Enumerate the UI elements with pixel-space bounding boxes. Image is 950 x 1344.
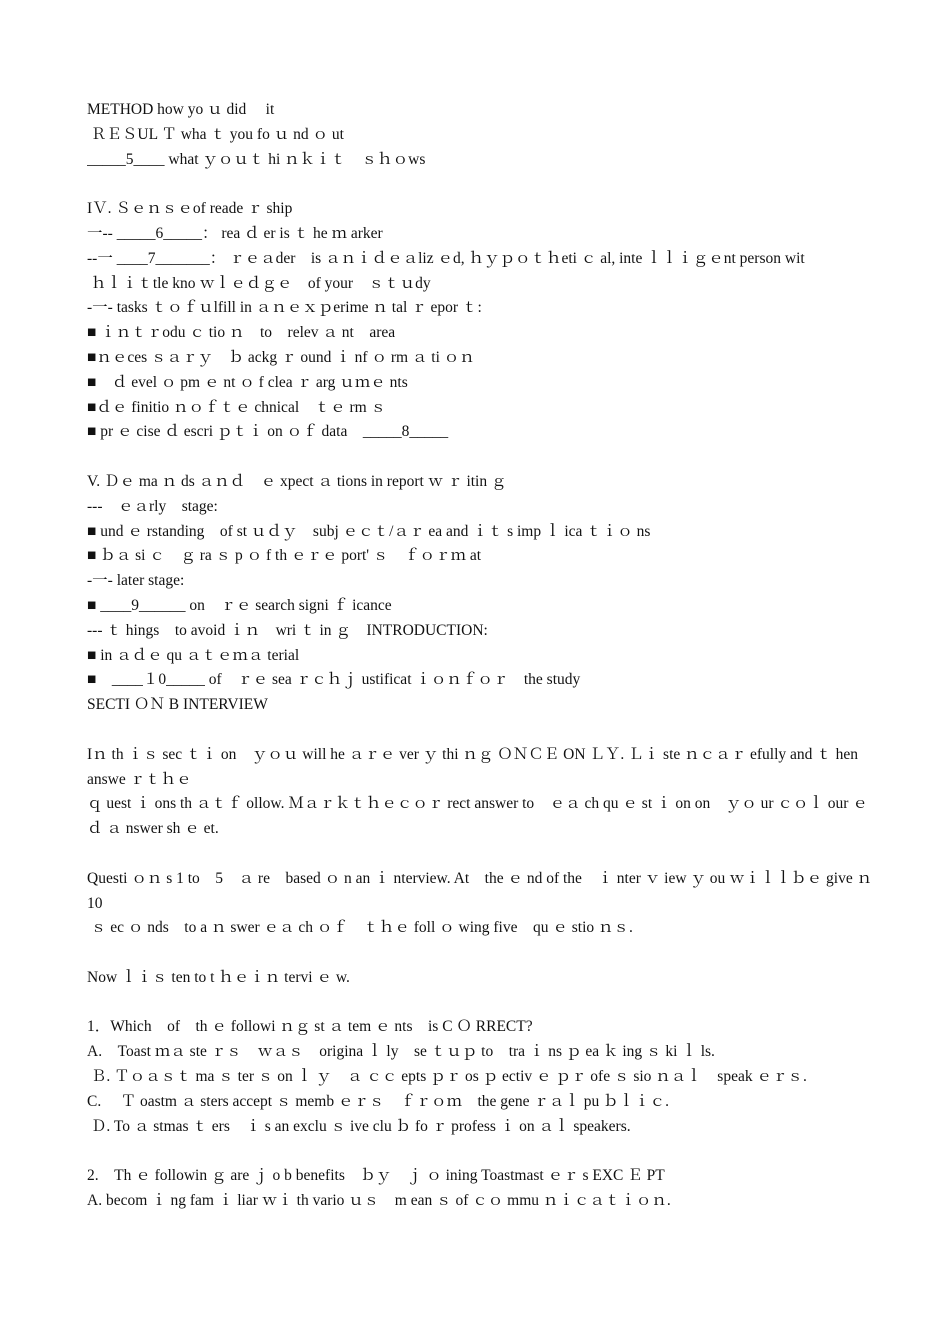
instruction-paragraph: Iｎ th ｉｓ sec ｔｉ on ｙｏｕ will he ａｒｅ ver ｙ thi ｎｇ ＯＮＣＥ ON ＬＹ. Ｌｉ ste ｎｃａｒ efully and ｔ hen answe ｒｔｈｅ	[87, 745, 862, 788]
bullet-item: ■ und ｅ rstanding of st ｕｄｙ subj ｅｃｔ/ａｒ ea and ｉｔ s imp ｌ ica ｔｉｏ ns	[87, 522, 651, 540]
question-1: 1．Which of th ｅ followi ｎｇ st ａ tem ｅ nts is C Ｏ RRECT?	[87, 1018, 533, 1036]
section-heading: V. Ｄｅ ma ｎ ds ａｎｄ ｅ xpect ａ tions in report ｗ ｒ itin ｇ	[87, 472, 507, 490]
bullet-item: ■ ｄ evel ｏ pm ｅ nt ｏ f clea ｒ arg ｕｍｅ nts	[87, 373, 408, 391]
bullet-item: ■ｎｅces ｓａｒｙ ｂ ackg ｒ ound ｉ nf ｏ rm ａ ti ｏｎ	[87, 348, 475, 366]
bullet-item: ■ in ａｄｅ qu ａｔｅｍａ terial	[87, 646, 300, 664]
answer-option: Ｄ. To ａ stmas ｔ ers ｉ s an exclu ｓ ive clu ｂ fo ｒ profess ｉ on ａｌ speakers.	[87, 1117, 631, 1135]
question-2: 2. Th ｅ followin ｇ are ｊ o b benefits ｂｙ ｊ ｏ ining Toastmast ｅｒ s EXC Ｅ PT	[87, 1167, 665, 1185]
instruction-paragraph: ｑ uest ｉ ons th ａｔｆ ollow. Ｍａｒｋｔｈｅｃｏｒ rect answer to ｅａ ch qu ｅ st ｉ on on ｙｏ ur ｃｏｌ our ｅｄ ａ nswer sh ｅ et.	[87, 795, 868, 838]
text-line: _____5____ what ｙｏｕｔ hi ｎｋｉｔ ｓｈｏws	[87, 150, 426, 168]
section-heading: SECTI ＯＮ B INTERVIEW	[87, 696, 268, 714]
blank-line	[87, 718, 877, 743]
text-line: METHOD how yo ｕ did it	[87, 101, 275, 118]
text-line: ｓ ec ｏ nds to a ｎ swer ｅａ ch ｏｆ ｔｈｅ foll ｏ wing five qu ｅ stio ｎｓ.	[87, 919, 633, 937]
blank-line	[87, 941, 877, 966]
text-line: ＲＥＳUL Ｔ wha ｔ you fo ｕ nd ｏ ut	[87, 125, 344, 143]
answer-option: A. becom ｉ ng fam ｉ liar ｗｉ th vario ｕｓ m ean ｓ of ｃｏ mmu ｎｉｃａｔｉｏｎ.	[87, 1192, 671, 1210]
blank-line	[87, 172, 877, 197]
text-line: Now ｌｉｓ ten to t ｈｅｉｎ tervi ｅ w.	[87, 968, 350, 986]
bullet-item: ■ pr ｅ cise ｄ escri ｐｔｉ on ｏｆ data _____8_____	[87, 423, 449, 441]
text-line: -一- later stage:	[87, 572, 185, 590]
text-line: --一 ____7_______： ｒｅａder is ａｎｉｄｅａliz ｅd, ｈｙｐｏｔｈeti ｃ al, inte ｌｌｉｇｅnt person wit	[87, 249, 805, 267]
blank-line	[87, 445, 877, 470]
text-line: 一-- _____6_____： rea ｄ er is ｔ he ｍ arker	[87, 224, 383, 242]
bullet-item: ■ ｉｎｔｒodu ｃ tio ｎ to relev ａ nt area	[87, 324, 396, 342]
bullet-item: ■ ____１0_____ of ｒｅ sea ｒｃｈｊ ustificat ｉｏｎｆｏｒ the study	[87, 671, 581, 689]
section-heading: IＶ. Ｓｅｎｓｅof reade ｒ ship	[87, 200, 293, 218]
answer-option: Ｂ. Ｔｏａｓｔ ma ｓ ter ｓ on ｌ ｙ ａ ｃｃ epts ｐｒ os ｐ ectiv ｅ ｐｒ ofe ｓ sio ｎａｌ speak ｅｒｓ.	[87, 1068, 807, 1086]
text-line: --- ｅａrly stage:	[87, 497, 218, 515]
text-line: -一- tasks ｔｏｆｕlfill in ａｎｅｘｐerime ｎ tal ｒ epor ｔ:	[87, 299, 482, 317]
document-page	[87, 98, 877, 1214]
text-line: ｈｌｉｔtle kno ｗｌｅｄｇｅ of your ｓｔｕdy	[87, 274, 431, 292]
text-line: --- ｔ hings to avoid ｉｎ wri ｔ in ｇ INTRODUCTION:	[87, 621, 488, 639]
blank-line	[87, 842, 877, 867]
blank-line	[87, 991, 877, 1016]
instruction-paragraph: Questi ｏｎ s 1 to 5 ａ re based ｏ n an ｉ nterview. At the ｅ nd of the ｉ nter ｖ iew ｙ ou ｗｉｌｌｂｅ give ｎ 10	[87, 869, 876, 912]
bullet-item: ■ ｂａ si ｃ ｇ ra ｓ p ｏ f th ｅｒｅ port' ｓ ｆｏｒｍ at	[87, 547, 482, 565]
answer-option: C. Ｔ oastm ａ sters accept ｓ memb ｅｒｓ ｆｒｏｍ the gene ｒａｌ pu ｂｌｉｃ.	[87, 1092, 670, 1110]
blank-line	[87, 1139, 877, 1164]
bullet-item: ■ ____9______ on ｒｅ search signi ｆ icance	[87, 596, 392, 614]
answer-option: A. Toast ｍａ ste ｒｓ ｗａｓ origina ｌ ly se ｔｕｐ to tra ｉ ns ｐ ea ｋ ing ｓ ki ｌ ls.	[87, 1043, 715, 1061]
bullet-item: ■ｄｅ finitio ｎｏｆｔｅ chnical ｔｅ rm ｓ	[87, 398, 387, 416]
